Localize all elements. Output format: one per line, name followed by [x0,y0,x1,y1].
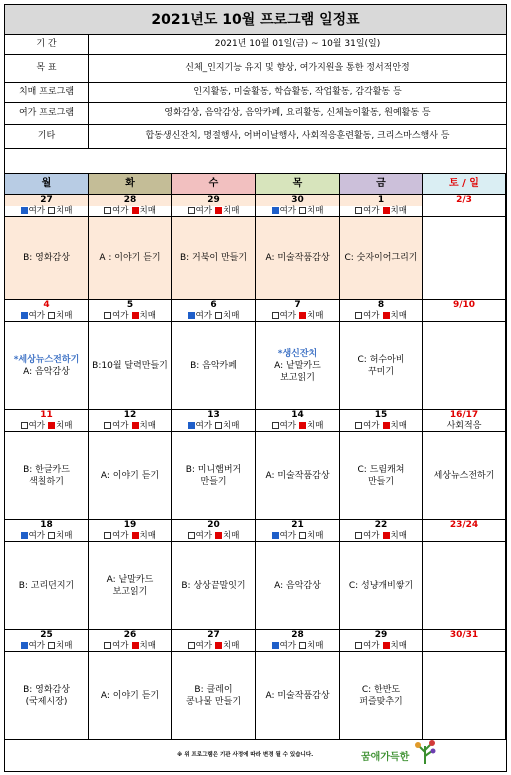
program-type-marks [340,206,422,217]
info-label: 목 표 [5,55,89,82]
leisure-label: 여가 [112,206,129,216]
dementia-label: 치매 [307,641,324,651]
leisure-label: 여가 [28,531,45,541]
activity-line: 색칠하기 [29,476,64,487]
calendar-day-cell [172,410,256,520]
day-number: 22 [374,520,388,530]
day-number: 28 [291,630,304,640]
day-number: 19 [123,520,137,530]
dementia-checkbox-icon [132,642,139,649]
activity-text [423,542,505,629]
program-type-marks [5,641,88,652]
program-type-marks [5,206,88,217]
leisure-label: 여가 [279,311,296,321]
leisure-checkbox-icon [188,532,195,539]
calendar-day-cell [423,300,506,410]
activity-line: A: 이야기 듣기 [100,690,160,701]
info-row-leisure [5,103,506,125]
dementia-label: 치매 [307,206,324,216]
dementia-checkbox-icon [383,312,390,319]
leisure-label: 여가 [279,641,296,651]
calendar-day-cell [340,300,423,410]
dementia-checkbox-icon [48,532,55,539]
dementia-label: 치매 [56,531,73,541]
activity-line: A: 미술작품감상 [265,253,330,263]
leisure-label: 여가 [28,311,45,321]
activity-text [256,217,339,299]
day-number: 8 [377,300,385,310]
leisure-checkbox-icon [272,642,279,649]
dementia-checkbox-icon [48,642,55,649]
dementia-checkbox-icon [215,312,222,319]
dementia-label: 치매 [56,421,73,431]
activity-text [340,652,422,739]
day-number: 14 [291,410,304,420]
info-row-period [5,35,506,55]
day-number: 29 [207,195,220,205]
day-number: 18 [40,520,53,530]
leisure-label: 여가 [112,531,129,541]
activity-line: (국제시장) [25,696,68,707]
leisure-checkbox-icon [188,422,195,429]
activity-line: B: 음악카페 [190,360,237,371]
program-type-marks [256,311,339,322]
weekday-header: 화 [89,173,172,195]
calendar-day-cell [172,195,256,300]
special-event-note: *세상뉴스전하기 [13,354,80,365]
activity-line: B: 미니햄버거 [185,464,242,475]
leisure-checkbox-icon [272,422,279,429]
activity-line: A: 미술작품감상 [265,690,330,701]
activity-line: 만들기 [367,476,395,487]
leisure-label: 여가 [28,641,45,651]
activity-text [423,322,505,409]
leisure-checkbox-icon [272,207,279,214]
day-number: 1 [377,195,385,205]
activity-line: B: 거북이 만들기 [179,253,248,263]
calendar-day-cell [5,520,89,630]
leisure-checkbox-icon [355,422,362,429]
leisure-label: 여가 [363,311,380,321]
center-logo [361,738,441,768]
calendar-day-cell [423,630,506,740]
day-number: 26 [123,630,137,640]
dementia-checkbox-icon [383,422,390,429]
activity-text [340,217,422,299]
dementia-label: 치매 [56,311,73,321]
leisure-checkbox-icon [104,642,111,649]
leisure-label: 여가 [279,206,296,216]
activity-text [423,217,505,299]
calendar-day-cell [340,520,423,630]
dementia-label: 치매 [307,531,324,541]
info-label: 기 간 [5,35,89,54]
leisure-checkbox-icon [104,532,111,539]
leisure-checkbox-icon [272,532,279,539]
leisure-checkbox-icon [104,207,111,214]
activity-line: A: 낱말카드 [106,574,154,585]
calendar-day-cell [89,520,172,630]
weekday-header: 토 / 일 [423,173,506,195]
activity-line: 만들기 [200,476,227,487]
footer-note: ※ 위 프로그램은 기관 사정에 따라 변경 될 수 있습니다. [177,752,314,758]
activity-text [89,432,171,519]
dementia-checkbox-icon [132,312,139,319]
program-type-marks [172,531,255,542]
program-type-marks [256,421,339,432]
activity-text [172,652,255,739]
calendar-day-cell [172,630,256,740]
leisure-checkbox-icon [188,642,195,649]
leisure-label: 여가 [279,531,296,541]
dementia-label: 치매 [223,311,240,321]
dementia-checkbox-icon [383,207,390,214]
special-event-note: *생신잔치 [277,348,318,359]
calendar-day-cell [340,630,423,740]
activity-text [172,432,255,519]
dementia-checkbox-icon [215,422,222,429]
calendar-day-cell [172,520,256,630]
activity-text [5,322,88,409]
day-number: 27 [40,195,53,205]
dementia-checkbox-icon [299,207,306,214]
program-type-marks [5,421,88,432]
leisure-checkbox-icon [21,207,28,214]
dementia-checkbox-icon [215,532,222,539]
day-number: 2/3 [456,195,472,205]
calendar-day-cell [89,300,172,410]
calendar-day-cell [256,300,340,410]
calendar-day-cell [89,630,172,740]
day-number: 30 [291,195,304,205]
activity-text [256,652,339,739]
calendar-day-cell [5,410,89,520]
dementia-label: 치매 [390,206,407,216]
leisure-label: 여가 [195,531,212,541]
info-value: 인지활동, 미술활동, 학습활동, 작업활동, 감각활동 등 [193,87,402,97]
activity-line: A: 미술작품감상 [265,470,330,481]
program-type-marks [340,641,422,652]
program-type-marks [256,531,339,542]
info-value: 합동생신잔치, 명절행사, 어버이날행사, 사회적응훈련활동, 크리스마스행사 등 [145,131,450,141]
activity-text [5,542,88,629]
leisure-label: 여가 [363,641,380,651]
day-number: 16/17 [449,410,479,420]
day-number: 12 [123,410,137,420]
activity-line: 꾸미기 [367,366,395,377]
program-type-marks [172,421,255,432]
dementia-checkbox-icon [132,422,139,429]
activity-line: C: 한반도 [361,684,401,695]
day-number: 6 [210,300,217,310]
calendar-day-cell [256,630,340,740]
calendar-day-cell [256,195,340,300]
day-number: 29 [374,630,388,640]
day-number: 30/31 [449,630,479,640]
leisure-label: 여가 [112,311,129,321]
program-type-marks [340,531,422,542]
dementia-checkbox-icon [48,422,55,429]
day-number: 28 [123,195,137,205]
activity-text [89,217,171,299]
calendar-day-cell [256,410,340,520]
calendar-day-cell [89,195,172,300]
calendar-day-cell [340,410,423,520]
program-type-marks [5,311,88,322]
activity-line: A: 낱말카드 [274,360,321,371]
dementia-checkbox-icon [299,422,306,429]
calendar-day-cell [172,300,256,410]
activity-text [172,322,255,409]
program-type-marks [89,206,171,217]
leisure-checkbox-icon [188,207,195,214]
program-type-marks [340,421,422,432]
leisure-label: 여가 [363,531,380,541]
dementia-label: 치매 [139,641,156,651]
activity-line: A : 이야기 듣기 [99,253,161,263]
program-type-marks [256,641,339,652]
day-number: 5 [126,300,134,310]
activity-line: 세상뉴스전하기 [433,470,495,481]
program-type-marks [5,531,88,542]
calendar-day-cell [5,300,89,410]
leisure-label: 여가 [363,206,380,216]
weekend-subrow [423,421,505,432]
day-number: 4 [43,300,50,310]
leisure-label: 여가 [363,421,380,431]
program-type-marks [256,206,339,217]
activity-line: B: 한글카드 [23,464,70,475]
weekday-header: 목 [256,173,340,195]
calendar-day-cell [5,630,89,740]
weekend-subrow [423,311,505,322]
dementia-label: 치매 [139,206,156,216]
activity-line: B: 영화감상 [23,684,70,695]
calendar-day-cell [5,195,89,300]
activity-text [89,542,171,629]
info-value: 신체_인지기능 유지 및 향상, 여가지원을 통한 정서적안정 [185,63,410,73]
day-number: 7 [294,300,301,310]
dementia-label: 치매 [390,641,407,651]
activity-line: 보고읽기 [280,372,315,383]
dementia-checkbox-icon [132,532,139,539]
activity-line: B:10월 달력만들기 [92,360,168,371]
activity-text [5,217,88,299]
program-type-marks [172,206,255,217]
leisure-checkbox-icon [21,312,28,319]
dementia-label: 치매 [307,421,324,431]
info-row-goal [5,55,506,83]
dementia-checkbox-icon [48,312,55,319]
leisure-checkbox-icon [355,532,362,539]
dementia-label: 치매 [56,206,73,216]
info-value: 2021년 10월 01일(금) ~ 10월 31일(일) [214,39,381,49]
calendar-day-cell [423,195,506,300]
day-number: 11 [40,410,53,420]
dementia-label: 치매 [223,531,240,541]
day-number: 15 [374,410,388,420]
activity-line: 퍼즐맞추기 [359,696,403,707]
leisure-label: 여가 [112,421,129,431]
activity-line: C: 성냥개비쌓기 [348,580,414,591]
activity-text [256,322,339,409]
activity-text [256,542,339,629]
leisure-checkbox-icon [21,642,28,649]
activity-text [256,432,339,519]
day-number: 9/10 [452,300,476,310]
activity-line: C: 허수아비 [357,354,405,365]
dementia-label: 치매 [139,531,156,541]
dementia-checkbox-icon [132,207,139,214]
dementia-label: 치매 [223,206,240,216]
dementia-label: 치매 [307,311,324,321]
program-type-marks [172,311,255,322]
weekday-header: 월 [5,173,89,195]
calendar-day-cell [423,520,506,630]
activity-line: A: 음악감상 [23,366,70,377]
dementia-label: 치매 [390,421,407,431]
day-number: 20 [207,520,220,530]
leisure-checkbox-icon [21,422,28,429]
program-type-marks [89,531,171,542]
dementia-label: 치매 [139,311,156,321]
activity-text [89,322,171,409]
activity-text [172,217,255,299]
dementia-checkbox-icon [215,207,222,214]
info-value: 영화감상, 음악감상, 음악카페, 요리활동, 신체놀이활동, 원예활동 등 [164,108,431,118]
info-row-etc [5,125,506,149]
leisure-checkbox-icon [21,532,28,539]
weekday-header: 수 [172,173,256,195]
info-label: 여가 프로그램 [5,103,89,124]
activity-line: B: 클레이 [194,684,233,695]
calendar-day-cell [89,410,172,520]
weekend-subrow [423,641,505,652]
day-number: 25 [40,630,53,640]
program-type-marks [172,641,255,652]
activity-text [423,652,505,739]
info-label: 치매 프로그램 [5,83,89,102]
leisure-label: 여가 [279,421,296,431]
calendar-day-cell [340,195,423,300]
day-number: 27 [207,630,220,640]
dementia-checkbox-icon [383,532,390,539]
calendar-day-cell [256,520,340,630]
program-type-marks [340,311,422,322]
leisure-label: 여가 [28,206,45,216]
dementia-label: 치매 [223,641,240,651]
activity-line: B: 영화감상 [23,253,70,263]
weekend-activity-label: 사회적응 [446,421,482,431]
activity-line: B: 고리던지기 [18,580,75,591]
activity-text [340,432,422,519]
leisure-checkbox-icon [355,642,362,649]
leisure-label: 여가 [195,311,212,321]
weekend-subrow [423,206,505,217]
leisure-checkbox-icon [104,422,111,429]
dementia-label: 치매 [390,531,407,541]
dementia-checkbox-icon [48,207,55,214]
dementia-label: 치매 [223,421,240,431]
page-title: 2021년도 10월 프로그램 일정표 [5,5,506,35]
activity-line: C: 드림캐쳐 [357,464,405,475]
program-type-marks [89,421,171,432]
dementia-checkbox-icon [383,642,390,649]
weekend-subrow [423,531,505,542]
info-row-dementia [5,83,506,103]
dementia-label: 치매 [56,641,73,651]
program-type-marks [89,641,171,652]
activity-line: 콩나물 만들기 [185,696,242,707]
dementia-label: 치매 [390,311,407,321]
weekday-header: 금 [340,173,423,195]
calendar-day-cell [423,410,506,520]
leisure-checkbox-icon [355,312,362,319]
activity-text [423,432,505,519]
activity-text [172,542,255,629]
activity-text [340,542,422,629]
activity-text [5,652,88,739]
day-number: 21 [291,520,304,530]
activity-line: A: 이야기 듣기 [100,470,160,481]
leisure-checkbox-icon [355,207,362,214]
logo-text: 꿈애가득한 [361,752,410,763]
activity-line: B: 상상끝말잇기 [181,580,246,591]
program-type-marks [89,311,171,322]
activity-text [340,322,422,409]
leisure-label: 여가 [195,641,212,651]
activity-line: A: 음악감상 [274,580,321,591]
activity-text [89,652,171,739]
leisure-checkbox-icon [272,312,279,319]
activity-line: C: 숫자이어그리기 [344,253,418,263]
leisure-label: 여가 [195,206,212,216]
dementia-checkbox-icon [299,312,306,319]
day-number: 23/24 [449,520,479,530]
schedule-sheet [4,4,507,772]
dementia-checkbox-icon [299,532,306,539]
info-label: 기타 [5,125,89,148]
dementia-checkbox-icon [299,642,306,649]
dementia-checkbox-icon [215,642,222,649]
activity-text [5,432,88,519]
day-number: 13 [207,410,220,420]
leisure-label: 여가 [195,421,212,431]
leisure-label: 여가 [28,421,45,431]
leisure-checkbox-icon [188,312,195,319]
leisure-checkbox-icon [104,312,111,319]
dementia-label: 치매 [139,421,156,431]
activity-line: 보고읽기 [112,586,148,597]
leisure-label: 여가 [112,641,129,651]
